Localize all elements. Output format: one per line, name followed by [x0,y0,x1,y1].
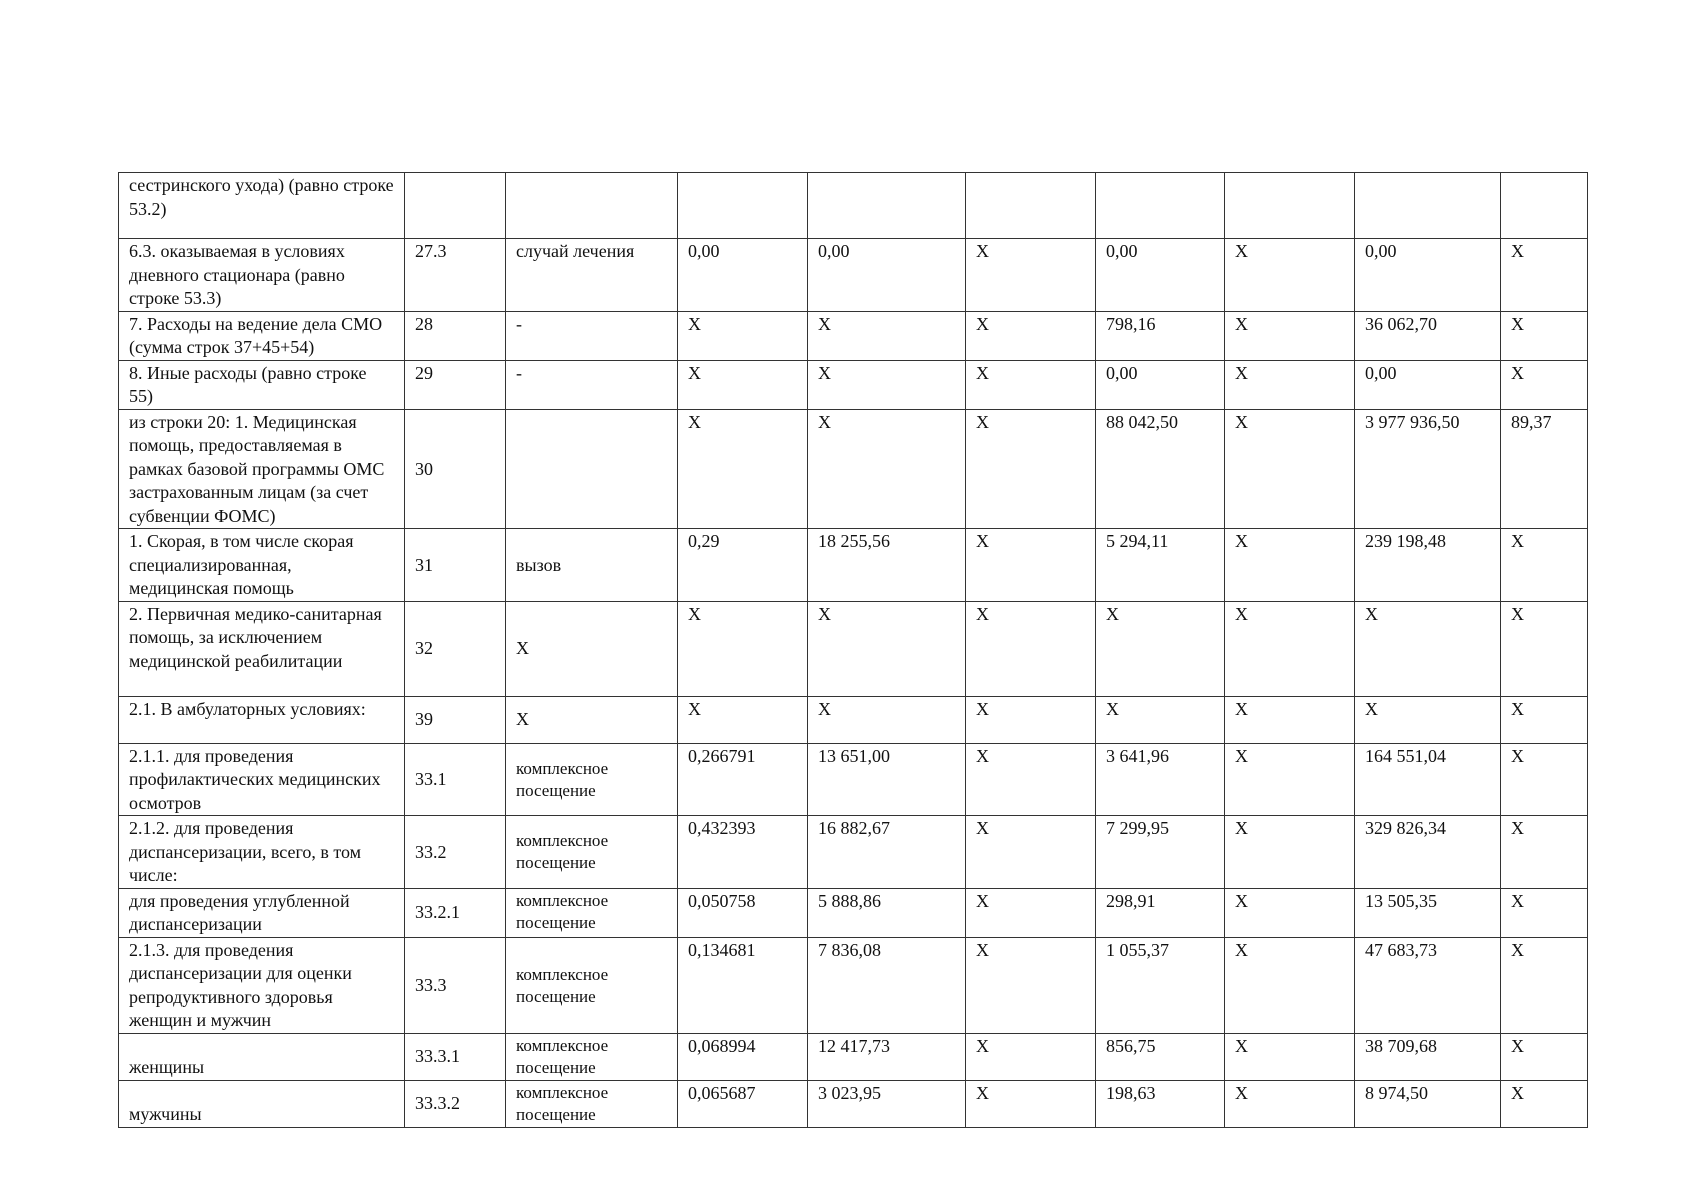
value-cell: X [966,743,1096,816]
value-cell: X [1501,529,1588,602]
row-name-cell: 7. Расходы на ведение дела СМО (сумма строк 37+45+54) [119,311,405,360]
row-number-cell: 33.1 [405,743,506,816]
value-cell: X [678,409,808,529]
row-name-cell: 2. Первичная медико-санитарная помощь, за исключением медицинской реабилитации [119,601,405,696]
row-number-cell: 39 [405,696,506,743]
table-row [119,888,1588,937]
value-cell: 164 551,04 [1355,743,1501,816]
row-number-cell: 27.3 [405,239,506,312]
unit-cell: комплексное посещение [506,937,678,1033]
value-cell: 0,00 [1096,239,1225,312]
row-name-cell: 2.1. В амбулаторных условиях: [119,696,405,743]
value-cell: 0,00 [1355,360,1501,409]
value-cell: 3 023,95 [808,1080,966,1127]
value-cell [1501,173,1588,239]
row-name-cell: 8. Иные расходы (равно строке 55) [119,360,405,409]
value-cell: X [1225,696,1355,743]
value-cell: X [1501,1033,1588,1080]
unit-cell [506,173,678,239]
row-name-cell: 2.1.1. для проведения профилактических медицинских осмотров [119,743,405,816]
value-cell: X [1225,601,1355,696]
value-cell: 0,00 [1355,239,1501,312]
value-cell: X [966,1033,1096,1080]
value-cell: X [1225,816,1355,889]
unit-cell: случай лечения [506,239,678,312]
value-cell: 0,00 [808,239,966,312]
value-cell: 0,432393 [678,816,808,889]
value-cell: 7 299,95 [1096,816,1225,889]
value-cell: 0,068994 [678,1033,808,1080]
value-cell: X [1225,1033,1355,1080]
row-name-cell: 2.1.3. для проведения диспансеризации для оценки репродуктивного здоровья женщин и мужчин [119,937,405,1033]
value-cell: 16 882,67 [808,816,966,889]
value-cell: X [966,239,1096,312]
unit-cell: - [506,360,678,409]
value-cell: X [966,360,1096,409]
value-cell: X [1501,888,1588,937]
value-cell: 0,065687 [678,1080,808,1127]
row-number-cell: 33.3 [405,937,506,1033]
value-cell: X [1501,311,1588,360]
value-cell: 12 417,73 [808,1033,966,1080]
value-cell: X [966,937,1096,1033]
row-number-cell: 29 [405,360,506,409]
unit-cell: комплексное посещение [506,1080,678,1127]
unit-cell: вызов [506,529,678,602]
unit-cell: комплексное посещение [506,816,678,889]
value-cell: X [1225,311,1355,360]
row-name-cell: для проведения углубленной диспансеризации [119,888,405,937]
value-cell: X [966,409,1096,529]
value-cell: X [1225,888,1355,937]
value-cell: 1 055,37 [1096,937,1225,1033]
row-number-cell: 33.3.2 [405,1080,506,1127]
value-cell: 47 683,73 [1355,937,1501,1033]
value-cell: X [1501,816,1588,889]
value-cell: 36 062,70 [1355,311,1501,360]
value-cell: 8 974,50 [1355,1080,1501,1127]
value-cell [966,173,1096,239]
value-cell: X [1225,529,1355,602]
value-cell: 13 505,35 [1355,888,1501,937]
value-cell: 0,050758 [678,888,808,937]
value-cell: 329 826,34 [1355,816,1501,889]
value-cell: X [1501,743,1588,816]
table-row [119,360,1588,409]
value-cell: 298,91 [1096,888,1225,937]
row-number-cell: 30 [405,409,506,529]
value-cell: 0,00 [678,239,808,312]
value-cell: X [1225,360,1355,409]
unit-cell: комплексное посещение [506,743,678,816]
value-cell: 198,63 [1096,1080,1225,1127]
table-row [119,529,1588,602]
value-cell: 89,37 [1501,409,1588,529]
value-cell: X [678,311,808,360]
value-cell [1225,173,1355,239]
value-cell: X [1501,239,1588,312]
value-cell: X [966,1080,1096,1127]
table-row [119,816,1588,889]
value-cell: 5 888,86 [808,888,966,937]
row-number-cell: 28 [405,311,506,360]
value-cell [808,173,966,239]
table-row [119,311,1588,360]
row-name-cell: сестринского ухода) (равно строке 53.2) [119,173,405,239]
value-cell: 0,134681 [678,937,808,1033]
value-cell: X [808,696,966,743]
unit-cell: - [506,311,678,360]
value-cell: X [1225,1080,1355,1127]
value-cell: X [1355,696,1501,743]
value-cell: X [1225,239,1355,312]
value-cell: X [1096,601,1225,696]
value-cell: 3 977 936,50 [1355,409,1501,529]
value-cell: X [1501,1080,1588,1127]
value-cell: 18 255,56 [808,529,966,602]
table-row [119,937,1588,1033]
unit-cell: X [506,601,678,696]
value-cell: X [808,311,966,360]
value-cell: 856,75 [1096,1033,1225,1080]
value-cell: X [966,816,1096,889]
table-row [119,239,1588,312]
table-row [119,409,1588,529]
value-cell: 5 294,11 [1096,529,1225,602]
row-number-cell: 33.2.1 [405,888,506,937]
unit-cell [506,409,678,529]
value-cell: X [808,360,966,409]
data-table [118,172,1588,1128]
table-row [119,601,1588,696]
value-cell [1355,173,1501,239]
value-cell: X [966,601,1096,696]
table-row [119,173,1588,239]
value-cell: 239 198,48 [1355,529,1501,602]
row-number-cell: 32 [405,601,506,696]
row-name-cell: 2.1.2. для проведения диспансеризации, всего, в том числе: [119,816,405,889]
value-cell: X [1225,937,1355,1033]
value-cell: 0,00 [1096,360,1225,409]
value-cell: X [808,601,966,696]
table-row [119,1033,1588,1080]
value-cell: 38 709,68 [1355,1033,1501,1080]
value-cell: X [1225,743,1355,816]
value-cell [678,173,808,239]
value-cell: X [966,696,1096,743]
row-name-cell: мужчины [119,1080,405,1127]
value-cell: 13 651,00 [808,743,966,816]
value-cell: X [1501,696,1588,743]
row-name-cell: женщины [119,1033,405,1080]
value-cell: 88 042,50 [1096,409,1225,529]
value-cell: X [966,529,1096,602]
value-cell: 0,29 [678,529,808,602]
value-cell: X [678,360,808,409]
unit-cell: комплексное посещение [506,1033,678,1080]
unit-cell: X [506,696,678,743]
row-number-cell: 33.3.1 [405,1033,506,1080]
value-cell [1096,173,1225,239]
table-row [119,1080,1588,1127]
value-cell: X [678,696,808,743]
value-cell: X [966,888,1096,937]
value-cell: X [678,601,808,696]
value-cell: X [1225,409,1355,529]
value-cell: 3 641,96 [1096,743,1225,816]
value-cell: X [1501,937,1588,1033]
value-cell: X [1355,601,1501,696]
table-row [119,743,1588,816]
row-number-cell [405,173,506,239]
value-cell: 7 836,08 [808,937,966,1033]
row-number-cell: 31 [405,529,506,602]
value-cell: X [808,409,966,529]
row-name-cell: 6.3. оказываемая в условиях дневного стационара (равно строке 53.3) [119,239,405,312]
row-name-cell: из строки 20: 1. Медицинская помощь, предоставляемая в рамках базовой программы ОМС застрахованным лицам (за счет субвенции ФОМС) [119,409,405,529]
value-cell: X [966,311,1096,360]
row-name-cell: 1. Скорая, в том числе скорая специализированная, медицинская помощь [119,529,405,602]
value-cell: 798,16 [1096,311,1225,360]
value-cell: X [1501,601,1588,696]
value-cell: X [1501,360,1588,409]
value-cell: 0,266791 [678,743,808,816]
unit-cell: комплексное посещение [506,888,678,937]
table-row [119,696,1588,743]
row-number-cell: 33.2 [405,816,506,889]
value-cell: X [1096,696,1225,743]
